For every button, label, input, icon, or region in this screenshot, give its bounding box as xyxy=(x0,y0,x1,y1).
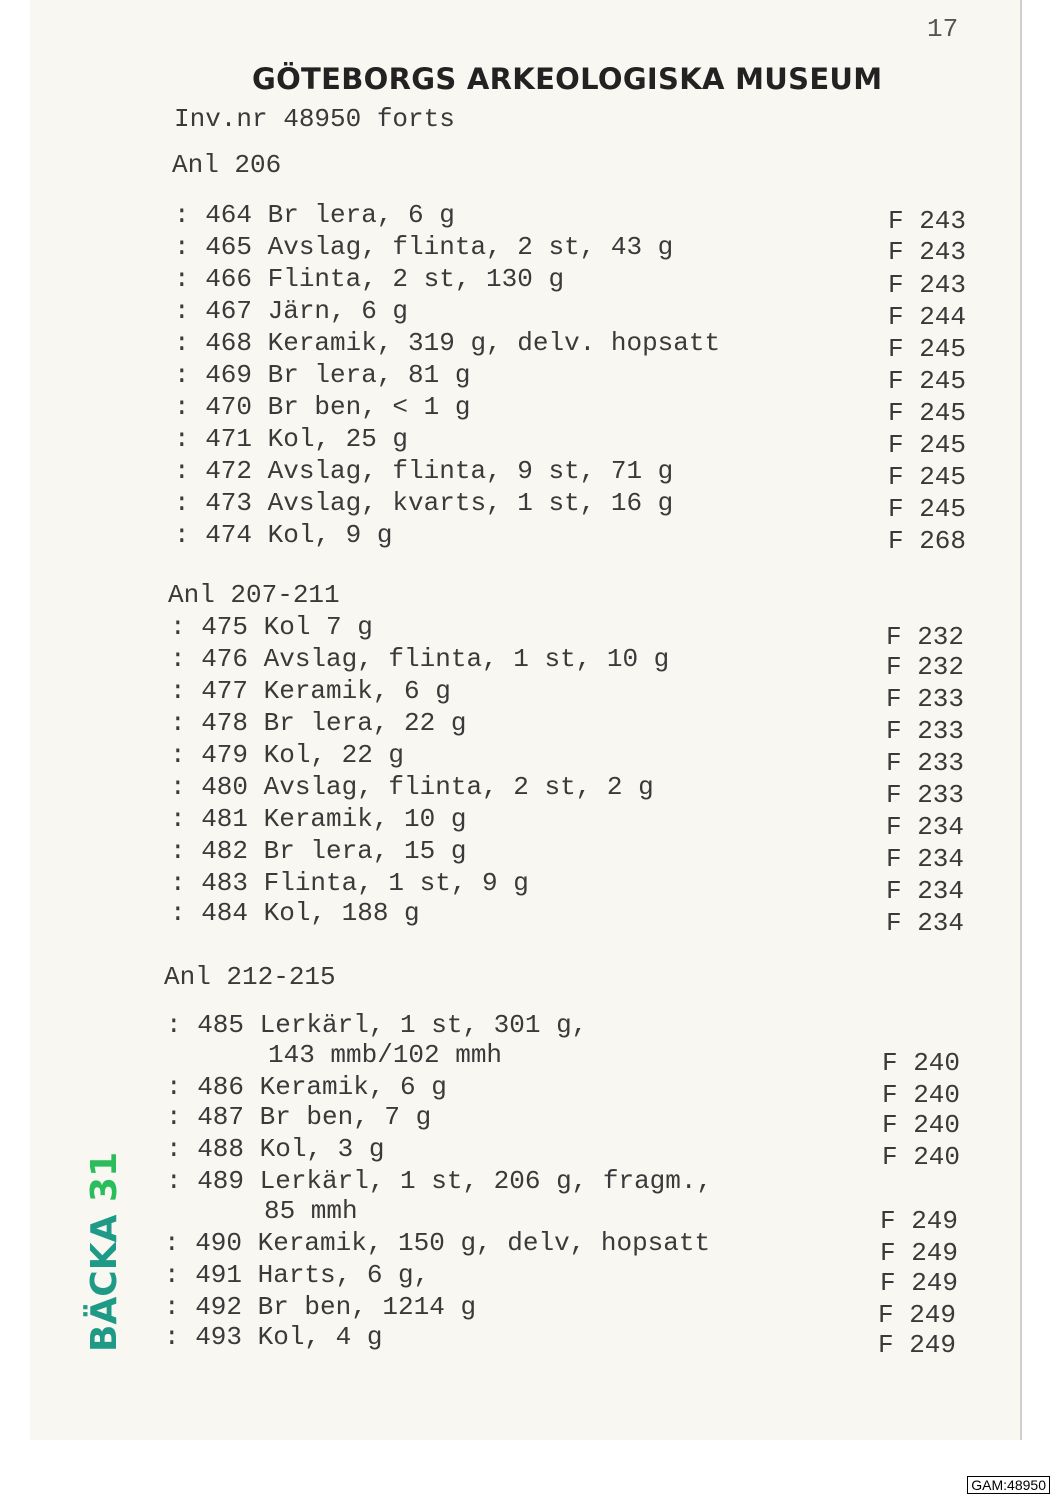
list-item: : 466 Flinta, 2 st, 130 g xyxy=(174,264,565,294)
archive-label: GAM:48950 xyxy=(967,1476,1050,1494)
list-item: : 485 Lerkärl, 1 st, 301 g, xyxy=(166,1010,588,1040)
list-item-continuation: 85 mmh xyxy=(264,1196,358,1226)
list-item: : 476 Avslag, flinta, 1 st, 10 g xyxy=(170,644,670,674)
section-title: Anl 206 xyxy=(172,150,282,180)
find-reference: F 240 xyxy=(882,1080,961,1110)
list-item: : 465 Avslag, flinta, 2 st, 43 g xyxy=(174,232,674,262)
find-reference: F 240 xyxy=(882,1048,961,1078)
list-item: : 464 Br lera, 6 g xyxy=(174,200,455,230)
find-reference: F 234 xyxy=(886,876,965,906)
find-reference: F 245 xyxy=(888,398,967,428)
find-reference: F 245 xyxy=(888,334,967,364)
inventory-number: Inv.nr 48950 forts xyxy=(174,104,455,134)
find-reference: F 232 xyxy=(886,622,965,652)
list-item: : 488 Kol, 3 g xyxy=(166,1134,385,1164)
list-item: : 491 Harts, 6 g, xyxy=(164,1260,430,1290)
find-reference: F 249 xyxy=(880,1206,959,1236)
find-reference: F 249 xyxy=(878,1330,957,1360)
stamp-number: 31 xyxy=(84,1151,125,1202)
find-reference: F 249 xyxy=(880,1238,959,1268)
find-reference: F 232 xyxy=(886,652,965,682)
list-item: : 479 Kol, 22 g xyxy=(170,740,405,770)
find-reference: F 233 xyxy=(886,716,965,746)
list-item: : 481 Keramik, 10 g xyxy=(170,804,467,834)
list-item: : 492 Br ben, 1214 g xyxy=(164,1292,477,1322)
list-item: : 472 Avslag, flinta, 9 st, 71 g xyxy=(174,456,674,486)
find-reference: F 245 xyxy=(888,430,967,460)
list-item: : 474 Kol, 9 g xyxy=(174,520,393,550)
find-reference: F 240 xyxy=(882,1110,961,1140)
find-reference: F 245 xyxy=(888,366,967,396)
list-item: : 469 Br lera, 81 g xyxy=(174,360,471,390)
find-reference: F 234 xyxy=(886,908,965,938)
find-reference: F 233 xyxy=(886,748,965,778)
find-reference: F 249 xyxy=(880,1268,959,1298)
list-item: : 486 Keramik, 6 g xyxy=(166,1072,447,1102)
list-item: : 489 Lerkärl, 1 st, 206 g, fragm., xyxy=(166,1166,713,1196)
find-reference: F 249 xyxy=(878,1300,957,1330)
list-item: : 475 Kol 7 g xyxy=(170,612,373,642)
list-item: : 480 Avslag, flinta, 2 st, 2 g xyxy=(170,772,654,802)
find-reference: F 244 xyxy=(888,302,967,332)
list-item: : 478 Br lera, 22 g xyxy=(170,708,467,738)
find-reference: F 268 xyxy=(888,526,967,556)
list-item: : 473 Avslag, kvarts, 1 st, 16 g xyxy=(174,488,674,518)
find-reference: F 243 xyxy=(888,206,967,236)
list-item: : 490 Keramik, 150 g, delv, hopsatt xyxy=(164,1228,711,1258)
list-item: : 487 Br ben, 7 g xyxy=(166,1102,432,1132)
page-number: 17 xyxy=(927,14,959,44)
list-item: : 467 Järn, 6 g xyxy=(174,296,409,326)
find-reference: F 234 xyxy=(886,844,965,874)
list-item: : 470 Br ben, < 1 g xyxy=(174,392,471,422)
find-reference: F 233 xyxy=(886,684,965,714)
find-reference: F 243 xyxy=(888,270,967,300)
museum-heading: GÖTEBORGS ARKEOLOGISKA MUSEUM xyxy=(252,62,883,96)
list-item: : 482 Br lera, 15 g xyxy=(170,836,467,866)
find-reference: F 240 xyxy=(882,1142,961,1172)
find-reference: F 245 xyxy=(888,462,967,492)
list-item: : 493 Kol, 4 g xyxy=(164,1322,383,1352)
location-stamp xyxy=(84,1152,125,1352)
section-title: Anl 212-215 xyxy=(164,962,336,992)
find-reference: F 243 xyxy=(888,237,967,267)
list-item: : 483 Flinta, 1 st, 9 g xyxy=(170,868,529,898)
stamp-word: BÄCKA xyxy=(84,1214,125,1352)
section-title: Anl 207-211 xyxy=(168,580,340,610)
list-item: : 484 Kol, 188 g xyxy=(170,898,420,928)
find-reference: F 245 xyxy=(888,494,967,524)
list-item: : 471 Kol, 25 g xyxy=(174,424,409,454)
find-reference: F 233 xyxy=(886,780,965,810)
find-reference: F 234 xyxy=(886,812,965,842)
list-item: : 468 Keramik, 319 g, delv. hopsatt xyxy=(174,328,721,358)
list-item-continuation: 143 mmb/102 mmh xyxy=(268,1040,503,1070)
list-item: : 477 Keramik, 6 g xyxy=(170,676,451,706)
